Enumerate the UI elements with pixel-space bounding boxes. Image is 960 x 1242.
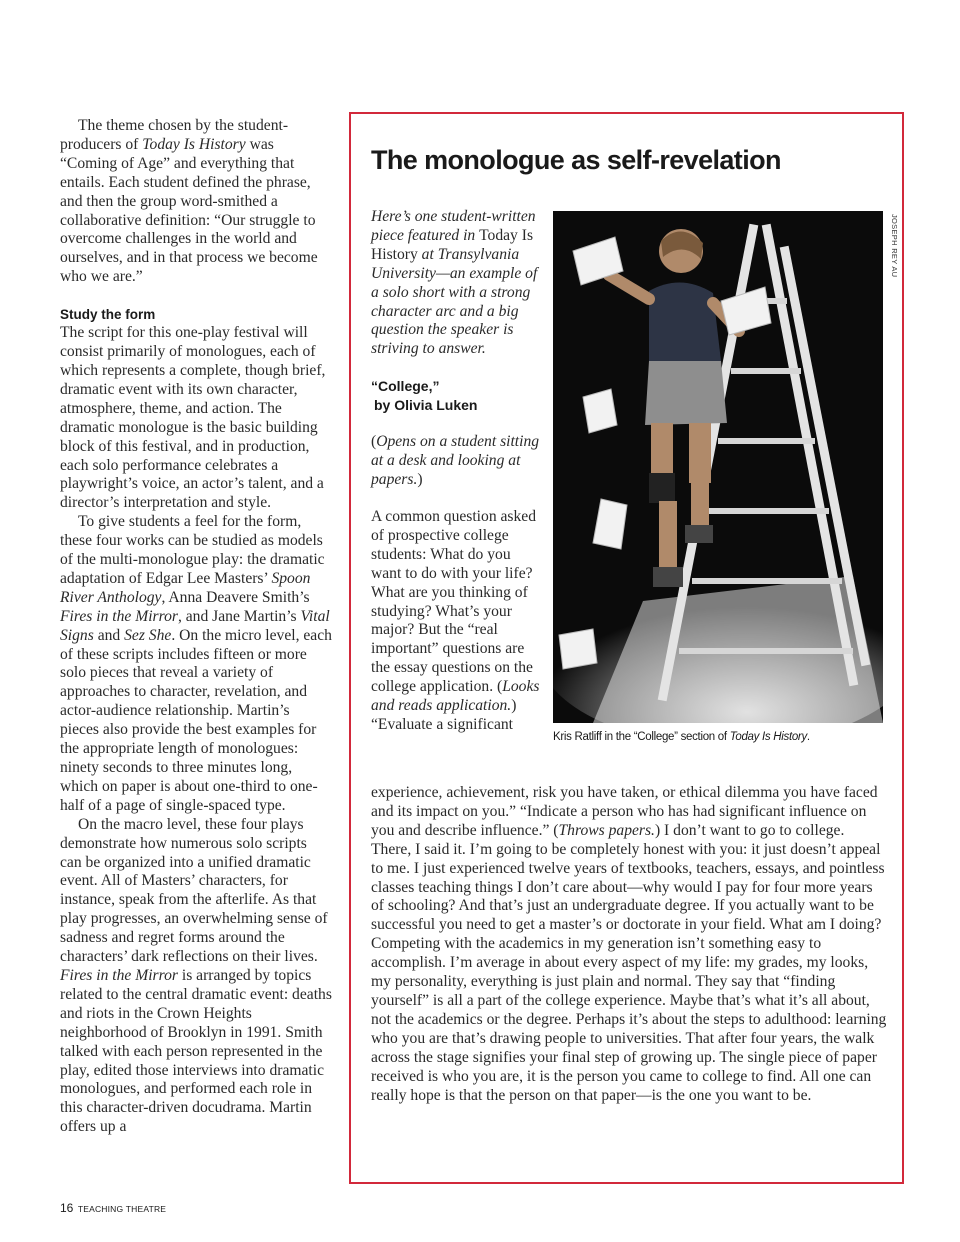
sidebar-narrow-column	[371, 208, 541, 735]
sidebar-intro: Here’s one student-written piece featured in Today Is History at Transylvania University—an example of a solo short with a strong character arc and a big question the speaker is striving to answer.	[371, 208, 538, 358]
publication-name: TEACHING THEATRE	[77, 1204, 167, 1214]
page-number: 16	[60, 1201, 74, 1215]
photo-caption: Kris Ratliff in the “College” section of Today Is History.	[553, 731, 810, 743]
sidebar-full-width-text	[371, 784, 887, 1105]
body-paragraph: On the macro level, these four plays demonstrate how numerous solo scripts can be organized into a unified dramatic event. All of Masters’ characters, for instance, speak from the afterlife. As that play progresses, an overwhelming sense of sadness and regret forms around the characters’ dark reflections on their lives. Fires in the Mirror is arranged by topics related to the central dramatic event: deaths and riots in the Crown Heights neighborhood of Brooklyn in 1991. Smith talked with each person represented in the play, edited those interviews into dramatic monologues, and performed each role in this character-driven docudrama. Martin offers up a	[60, 815, 332, 1136]
performance-photo	[553, 211, 883, 723]
photo-credit: JOSEPH REY AU	[890, 214, 899, 278]
monologue-author: by Olivia Luken	[374, 397, 478, 414]
sidebar-title: The monologue as self-revelation	[371, 145, 781, 175]
intro-paragraph: The theme chosen by the student-producers of Today Is History was “Coming of Age” and everything that entails. Each student defined the phrase, and then the group word-smithed a collaborative definition: “Our struggle to overcome challenges in the world and ourselves, and in that process we become who we are.”	[60, 117, 318, 286]
body-paragraph: The script for this one-play festival will consist primarily of monologues, each of which represents a complete, though brief, dramatic event with its own character, atmosphere, theme, and action. The dramatic monologue is the basic building block of this festival, and in production, each solo performance celebrates a playwright’s voice, an actor’s talent, and a director’s interpretation and style.	[60, 324, 326, 512]
monologue-title: “College,” by Olivia Luken	[371, 377, 541, 415]
stage-direction: (Opens on a student sitting at a desk and looking at papers.)	[371, 433, 540, 489]
ladder-performer-illustration	[553, 211, 883, 723]
monologue-body-continued: experience, achievement, risk you have taken, or ethical dilemma you have faced and its impact on you.” “Indicate a person who has had significant influence on you and describe influence.” (Throws papers.) I don’t want to go to college. There, I said it. I’m going to be completely honest with you: it just doesn’t appeal to me. I just experienced twelve years of textbooks, teachers, essays, and pointless classes teaching things I don’t care about—why would I pay for four more years of schooling? And that’s just an undergraduate degree. If you actually want to be successful you need to get a master’s or doctorate in your field. What am I doing? Competing with the academics in my generation isn’t something easy to accomplish. I’m average in about every aspect of my life: my grades, my looks, my personality, everything is just plain and normal. They say that “finding yourself” is all a part of the college experience. Maybe that’s what it’s all about, not the academics or the degree. Perhaps it’s about the steps to adulthood: learning who you are that’s drawing people to universities. That after four years, the walk across the stage signifies your final step of growing up. The single piece of paper received is who you are, it is the person you came to college to find. All one can really hope is that the person on that paper—is the one you want to be.	[371, 784, 887, 1104]
section-heading: Study the form	[60, 307, 156, 323]
sidebar-box	[349, 112, 904, 1184]
page-footer	[60, 1199, 166, 1217]
play-title-italic: Today Is History	[142, 135, 246, 153]
body-paragraph: To give students a feel for the form, these four works can be studied as models of the multi-monologue play: the dramatic adaptation of Edgar Lee Masters’ Spoon River Anthology, Anna Deavere Smith’s Fires in the Mirror, and Jane Martin’s Vital Signs and Sez She. On the micro level, each of these scripts includes fifteen or more solo pieces that reveal a variety of approaches to character, revelation, and actor-audience relationship. Martin’s pieces also provide the best examples for the appropriate length of monologues: ninety seconds to three minutes long, which on paper is about one-third to one-half of a page of single-spaced type.	[60, 513, 332, 814]
monologue-body: A common question asked of prospective college students: What do you want to do with your life? What are you thinking of studying? What’s your major? But the “real important” questions are the essay questions on the college application. (Looks and reads application.) “Evaluate a significant	[371, 507, 540, 733]
left-column	[60, 117, 332, 1137]
